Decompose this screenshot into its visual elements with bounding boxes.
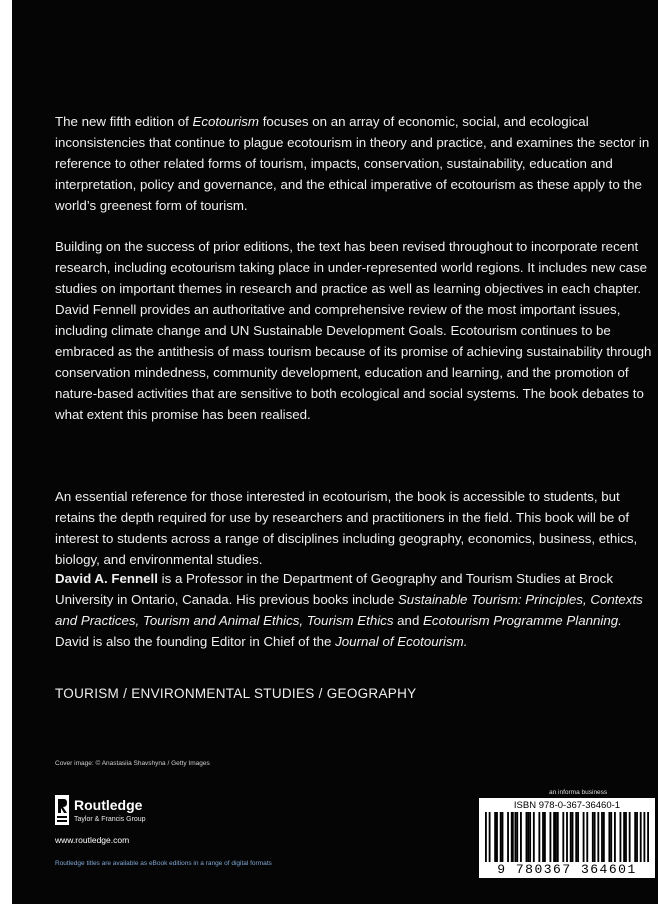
subject-category: TOURISM / ENVIRONMENTAL STUDIES / GEOGRAPHY <box>55 686 417 701</box>
text-run: David is also the founding Editor in Chief of the <box>55 634 336 649</box>
barcode-bar <box>511 812 514 862</box>
barcode-bar <box>597 812 599 862</box>
description-paragraph-3 <box>55 486 655 570</box>
barcode-bar <box>544 812 546 862</box>
barcode-bar <box>553 812 555 862</box>
ebook-note: Routledge titles are available as eBook editions in a range of digital formats <box>55 860 272 867</box>
isbn-barcode <box>479 798 655 878</box>
description-paragraph-1 <box>55 111 655 216</box>
barcode-bar <box>529 812 531 862</box>
isbn-label: ISBN 978-0-367-36460-1 <box>513 800 621 811</box>
barcode-bar <box>500 812 502 862</box>
text-run: Building on the success of prior editions, the text has been revised throughout to incorporate recent research, including ecotourism taking place in under-represented world regions. It includes new case studies on important themes in research and practice as well as learning objectives in each chapter. David Fennell provides an authoritative and comprehensive review of the most important issues, including climate change and UN Sustainable Development Goals. Ecotourism continues to be embraced as the antithesis of mass tourism because of its promise of achieving sustainability through conservation mindedness, community development, education and learning, and the promotion of nature-based activities that are sensitive to both ecological and social systems. The book debates to what extent this promise has been realised. <box>55 239 652 422</box>
barcode-bar <box>485 812 487 862</box>
informa-tagline: an informa business <box>549 789 608 796</box>
barcode-bar <box>603 812 605 862</box>
text-run: The new fifth edition of <box>55 114 193 129</box>
description-paragraph-2 <box>55 236 655 425</box>
cover-image-credit: Cover image: © Anastasiia Shavshyna / Getty Images <box>55 760 210 767</box>
barcode-bar <box>542 812 544 862</box>
italic-text-run: Journal of Ecotourism. <box>335 634 468 649</box>
barcode-bar <box>527 812 529 862</box>
barcode-bar <box>538 812 540 862</box>
italic-text-run: Ecotourism <box>192 114 259 129</box>
barcode-bar <box>572 812 574 862</box>
back-cover <box>12 0 658 904</box>
barcode-bar <box>608 812 610 862</box>
barcode-bar <box>502 812 504 862</box>
publisher-url[interactable]: www.routledge.com <box>55 835 130 845</box>
barcode-bar <box>601 812 603 862</box>
barcode-bar <box>614 812 616 862</box>
barcode-bar <box>620 812 622 862</box>
text-run: is a Professor in the Department of Geography and Tourism Studies at Brock University in Ontario, Canada. His previous books include <box>55 571 613 607</box>
barcode-digits: 9 780367 364601 <box>497 862 637 877</box>
barcode-bar <box>625 812 627 862</box>
barcode-bar <box>623 812 625 862</box>
barcode-bar <box>634 812 636 862</box>
barcode-bar <box>636 812 638 862</box>
barcode-bar <box>586 812 588 862</box>
publisher-logo <box>55 795 205 845</box>
italic-text-run: Sustainable Tourism: Principles, Contexts and Practices, Tourism and Animal Ethics, Tourism Ethics <box>55 592 643 628</box>
bold-text-run: David A. Fennell <box>55 571 158 586</box>
barcode-bar <box>533 812 535 862</box>
barcode-bar <box>549 812 551 862</box>
barcode-bar <box>594 812 596 862</box>
barcode-bar <box>577 812 579 862</box>
barcode-bar <box>562 812 564 862</box>
barcode-bar <box>557 812 559 862</box>
barcode-bar <box>514 812 516 862</box>
barcode-bar <box>640 812 642 862</box>
author-bio-paragraph <box>55 568 655 652</box>
barcode-bar <box>520 812 522 862</box>
text-run: focuses on an array of economic, social, and ecological inconsistencies that continue to plague ecotourism in theory and practice, and examines the sector in reference to other related forms of tourism, impacts, conservation, sustainability, education and interpretation, policy and governance, and the ethical imperative of ecotourism as these apply to the world’s greenest form of tourism. <box>55 114 650 213</box>
barcode-bars <box>485 812 649 862</box>
barcode-bar <box>566 812 568 862</box>
barcode-bar <box>583 812 585 862</box>
barcode-bar <box>507 812 509 862</box>
text-run: An essential reference for those interested in ecotourism, the book is accessible to students, but retains the depth required for use by researchers and practitioners in the field. This book will be of interest to students across a range of disciplines including geography, economics, business, ethics, biology, and environmental studies. <box>55 489 638 567</box>
routledge-logo-icon <box>55 795 69 825</box>
barcode-bar <box>570 812 572 862</box>
barcode-bar <box>555 812 557 862</box>
text-run: and <box>393 613 424 628</box>
barcode-bar <box>526 812 528 862</box>
publisher-group: Taylor & Francis Group <box>74 816 146 823</box>
barcode-bar <box>610 812 612 862</box>
italic-text-run: Ecotourism Programme Planning. <box>423 613 622 628</box>
barcode-bar <box>489 812 491 862</box>
barcode-bar <box>516 812 518 862</box>
barcode-bar <box>643 812 645 862</box>
barcode-bar <box>575 812 577 862</box>
barcode-bar <box>592 812 594 862</box>
barcode-bar <box>629 812 631 862</box>
barcode-bar <box>496 812 498 862</box>
barcode-bar <box>647 812 649 862</box>
publisher-name: Routledge <box>74 797 143 813</box>
